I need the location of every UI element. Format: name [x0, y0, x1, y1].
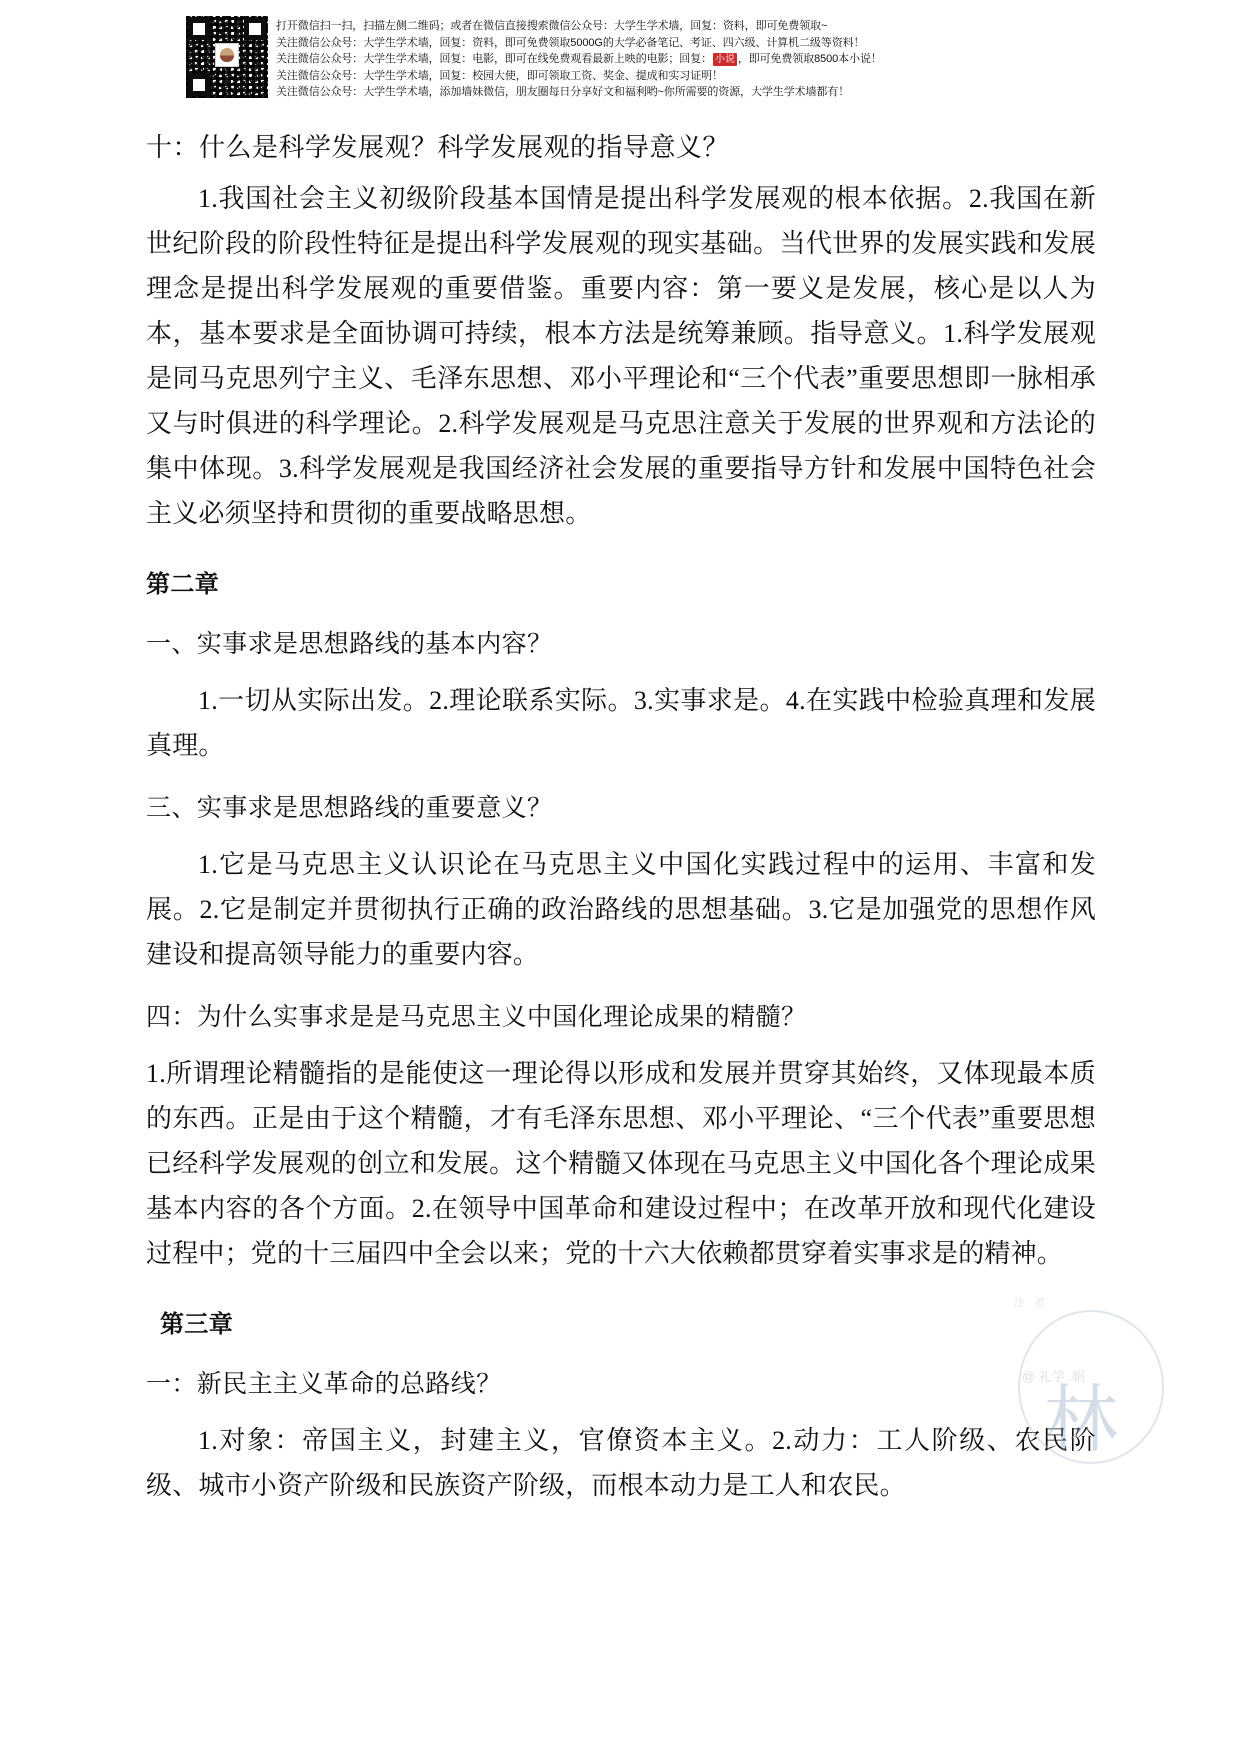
- promo-line-text: 打开微信扫一扫，扫描左侧二维码；或者在微信直接搜索微信公众号：大学生学术墙，回复：资料，即可免费领取~: [276, 20, 828, 32]
- answer-paragraph-chapter3-1: 1.对象：帝国主义，封建主义，官僚资本主义。2.动力：工人阶级、农民阶级、城市小资产阶级和民族资产阶级，而根本动力是工人和农民。: [146, 1426, 1096, 1500]
- answer-paragraph-chapter2-1: 1.一切从实际出发。2.理论联系实际。3.实事求是。4.在实践中检验真理和发展真理。: [146, 686, 1096, 760]
- question-heading-chapter2-1: 一、实事求是思想路线的基本内容？: [146, 631, 553, 658]
- promo-line-text: 关注微信公众号：大学生学术墙，回复：资料，即可免费领取5000G的大学必备笔记、考证、四六级、计算机二级等资料！: [276, 36, 865, 49]
- watermark-glyph: 林: [1044, 1380, 1118, 1462]
- document-body: [146, 128, 1096, 1526]
- promo-line: [276, 68, 1086, 85]
- watermark-at-text: @ 礼学 .娟: [1022, 1369, 1086, 1384]
- qr-eye-bottom-left: [188, 74, 210, 96]
- answer-paragraph-chapter2-4: 1.所谓理论精髓指的是能使这一理论得以形成和发展并贯穿其始终，又体现最本质的东西。正是由于这个精髓，才有毛泽东思想、邓小平理论、“三个代表”重要思想已经科学发展观的创立和发展。这个精髓又体现在马克思主义中国化各个理论成果基本内容的各个方面。2.在领导中国革命和建设过程中；在改革开放和现代化建设过程中；党的十三届四中全会以来；党的十六大依赖都贯穿着实事求是的精神。: [146, 1059, 1096, 1268]
- promo-text-lines: [276, 16, 1086, 101]
- chapter-heading-three: 第三章: [160, 1312, 234, 1338]
- qr-code-icon: [186, 16, 268, 98]
- question-heading-chapter2-3: 三、实事求是思想路线的重要意义？: [146, 795, 553, 822]
- promo-line: [276, 84, 1086, 101]
- promo-line: [276, 35, 1086, 52]
- section-heading-ten: 十：什么是科学发展观？科学发展观的指导意义？: [146, 133, 730, 162]
- promo-line-text: 关注微信公众号：大学生学术墙，回复：电影，即可在线免费观看最新上映的电影；回复：: [276, 53, 712, 65]
- promo-highlight-tag: 小说: [715, 54, 735, 65]
- promo-line-text: 关注微信公众号：大学生学术墙，添加墙妹微信，朋友圈每日分享好文和福利哟~你所需要的资源，大学生学术墙都有！: [276, 86, 850, 98]
- section-ten-paragraph: 1.我国社会主义初级阶段基本国情是提出科学发展观的根本依据。2.我国在新世纪阶段的阶段性特征是提出科学发展观的现实基础。当代世界的发展实践和发展理念是提出科学发展观的重要借鉴。重要内容：第一要义是发展，核心是以人为本，基本要求是全面协调可持续，根本方法是统筹兼顾。指导意义。1.科学发展观是同马克思列宁主义、毛泽东思想、邓小平理论和“三个代表”重要思想即一脉相承又与时俱进的科学理论。2.科学发展观是马克思注意关于发展的世界观和方法论的集中体现。3.科学发展观是我国经济社会发展的重要指导方针和发展中国特色社会主义必须坚持和贯彻的重要战略思想。: [146, 184, 1096, 528]
- question-heading-chapter3-1: 一：新民主主义革命的总路线？: [146, 1371, 502, 1398]
- promo-line-text: 关注微信公众号：大学生学术墙，回复：校园大使，即可领取工资、奖金、提成和实习证明！: [276, 69, 723, 82]
- promo-line-text-tail: ，即可免费领取8500本小说！: [737, 53, 882, 65]
- question-heading-chapter2-4: 四：为什么实事求是是马克思主义中国化理论成果的精髓？: [146, 1004, 807, 1031]
- promo-line: [276, 51, 1086, 68]
- promo-line: [276, 18, 1086, 35]
- chapter-heading-two: 第二章: [146, 572, 220, 598]
- qr-center-avatar: [215, 43, 239, 67]
- promo-header: [186, 16, 1086, 101]
- answer-paragraph-chapter2-3: 1.它是马克思主义认识论在马克思主义中国化实践过程中的运用、丰富和发展。2.它是制定并贯彻执行正确的政治路线的思想基础。3.它是加强党的思想作风建设和提高领导能力的重要内容。: [146, 850, 1096, 969]
- watermark-handle-top: 注 者: [1014, 1297, 1049, 1309]
